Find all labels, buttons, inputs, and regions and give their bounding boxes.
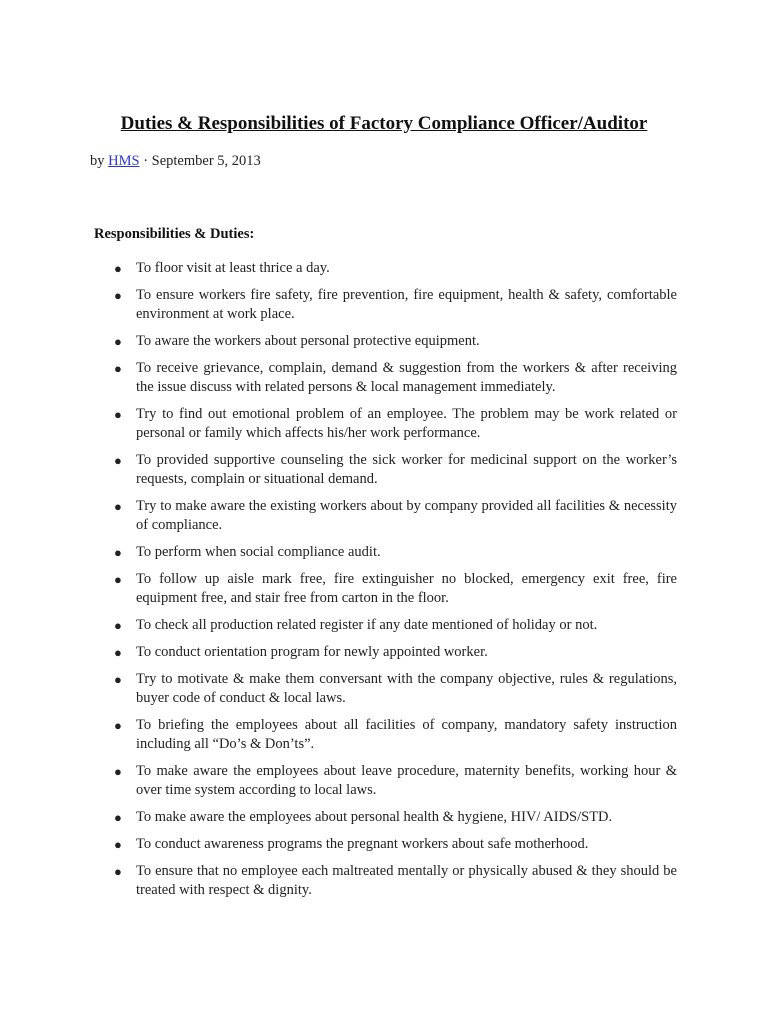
list-item-text: To briefing the employees about all facilities of company, mandatory safety instruction including all “Do’s & Don’ts”. [136, 717, 677, 752]
page-title: Duties & Responsibilities of Factory Compliance Officer/Auditor [120, 113, 648, 134]
list-item-text: Try to find out emotional problem of an employee. The problem may be work related or personal or family which affects his/her work performance. [136, 406, 677, 441]
list-item [110, 862, 677, 900]
list-item-text: To conduct orientation program for newly appointed worker. [136, 644, 488, 660]
list-item-text: To aware the workers about personal protective equipment. [136, 333, 480, 349]
list-item-text: Try to make aware the existing workers about by company provided all facilities & necessity of compliance. [136, 498, 677, 533]
list-item-text: To ensure that no employee each maltreated mentally or physically abused & they should be treated with respect & dignity. [136, 863, 677, 898]
list-item [110, 835, 677, 854]
list-item [110, 808, 677, 827]
list-item [110, 405, 677, 443]
list-item [110, 259, 677, 278]
list-item-text: To provided supportive counseling the sick worker for medicinal support on the worker’s requests, complain or situational demand. [136, 452, 677, 487]
list-item [110, 543, 677, 562]
bullet-icon: ● [114, 764, 122, 779]
list-item-text: To make aware the employees about leave procedure, maternity benefits, working hour & over time system according to local laws. [136, 763, 677, 798]
list-item [110, 762, 677, 800]
author-link[interactable]: HMS [108, 153, 140, 169]
list-item-text: To follow up aisle mark free, fire extinguisher no blocked, emergency exit free, fire equipment free, and stair free from carton in the floor. [136, 571, 677, 606]
list-item [110, 359, 677, 397]
byline-separator: · [143, 153, 149, 169]
bullet-icon: ● [114, 499, 122, 514]
publish-date: September 5, 2013 [151, 153, 261, 169]
duties-list [110, 259, 677, 908]
byline [90, 153, 261, 170]
bullet-icon: ● [114, 618, 122, 633]
bullet-icon: ● [114, 864, 122, 879]
bullet-icon: ● [114, 261, 122, 276]
bullet-icon: ● [114, 672, 122, 687]
bullet-icon: ● [114, 645, 122, 660]
list-item [110, 670, 677, 708]
bullet-icon: ● [114, 288, 122, 303]
list-item [110, 497, 677, 535]
list-item [110, 570, 677, 608]
list-item-text: To check all production related register if any date mentioned of holiday or not. [136, 617, 598, 633]
list-item-text: To perform when social compliance audit. [136, 544, 381, 560]
list-item-text: Try to motivate & make them conversant with the company objective, rules & regulations, buyer code of conduct & local laws. [136, 671, 677, 706]
list-item [110, 643, 677, 662]
bullet-icon: ● [114, 837, 122, 852]
bullet-icon: ● [114, 545, 122, 560]
bullet-icon: ● [114, 572, 122, 587]
list-item-text: To ensure workers fire safety, fire prevention, fire equipment, health & safety, comfortable environment at work place. [136, 287, 677, 322]
list-item-text: To make aware the employees about personal health & hygiene, HIV/ AIDS/STD. [136, 809, 613, 825]
bullet-icon: ● [114, 407, 122, 422]
list-item-text: To conduct awareness programs the pregnant workers about safe motherhood. [136, 836, 589, 852]
bullet-icon: ● [114, 810, 122, 825]
bullet-icon: ● [114, 718, 122, 733]
section-heading: Responsibilities & Duties: [94, 226, 255, 242]
list-item-text: To floor visit at least thrice a day. [136, 260, 330, 276]
list-item-text: To receive grievance, complain, demand & suggestion from the workers & after receiving the issue discuss with related persons & local management immediately. [136, 360, 677, 395]
list-item [110, 332, 677, 351]
list-item [110, 616, 677, 635]
byline-prefix: by [90, 153, 105, 169]
list-item [110, 286, 677, 324]
list-item [110, 716, 677, 754]
list-item [110, 451, 677, 489]
bullet-icon: ● [114, 361, 122, 376]
bullet-icon: ● [114, 453, 122, 468]
bullet-icon: ● [114, 334, 122, 349]
